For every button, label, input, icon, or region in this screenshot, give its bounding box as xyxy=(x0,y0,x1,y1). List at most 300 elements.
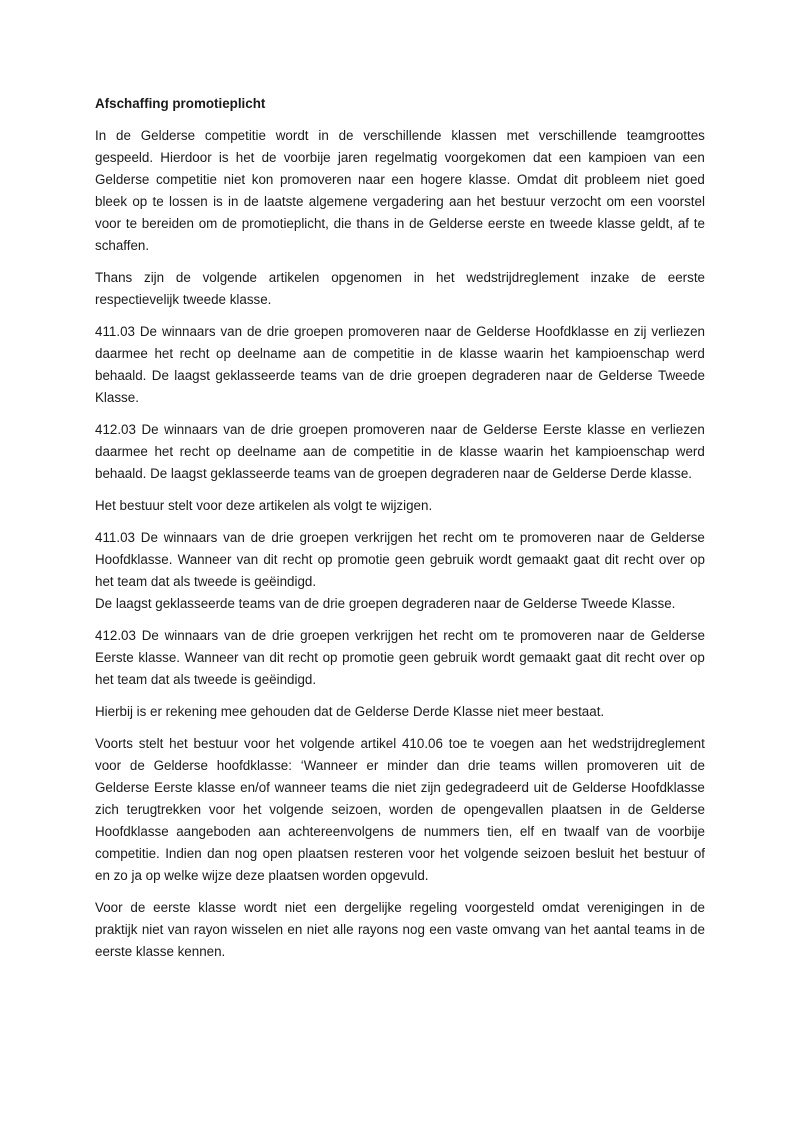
word: Indien xyxy=(165,846,202,861)
word: drie xyxy=(266,324,290,339)
word: 411.03 xyxy=(95,530,135,545)
word: gaat xyxy=(575,650,602,665)
word: in xyxy=(413,270,425,285)
word: naar xyxy=(430,422,458,437)
word: waarin xyxy=(504,444,544,459)
word: groepen xyxy=(298,422,348,437)
word: de xyxy=(243,194,259,209)
word: de xyxy=(250,530,266,545)
word: wordt xyxy=(244,900,277,915)
word: promoveren xyxy=(586,758,659,773)
text-line xyxy=(95,647,705,669)
word: Gelderse xyxy=(153,758,208,773)
word: gaat xyxy=(573,552,600,567)
word: een xyxy=(558,150,582,165)
word: aangeboden xyxy=(176,824,251,839)
word: behaald. xyxy=(95,368,147,383)
word: gespeeld. xyxy=(95,150,154,165)
word: tien, xyxy=(487,824,513,839)
word: op xyxy=(216,346,231,361)
text-line xyxy=(95,919,705,941)
word: Gelderse xyxy=(483,422,538,437)
word: promotieplicht, xyxy=(241,216,329,231)
word: probleem xyxy=(584,172,641,187)
word: voorgesteld xyxy=(465,900,535,915)
word: voorbije xyxy=(658,824,705,839)
text-line xyxy=(95,625,705,647)
word: de xyxy=(175,270,191,285)
word: de xyxy=(690,922,705,937)
word: toe xyxy=(448,736,468,751)
word: vaste xyxy=(456,922,489,937)
word: recht xyxy=(288,650,318,665)
text-line xyxy=(95,821,705,843)
word: voegen xyxy=(490,736,535,751)
word: in xyxy=(421,444,432,459)
word: in xyxy=(228,194,239,209)
text-line xyxy=(95,419,705,441)
word: in xyxy=(671,900,683,915)
word: volgende xyxy=(300,736,355,751)
word: hoofdklasse: xyxy=(216,758,292,773)
word: winnaars xyxy=(164,422,218,437)
word: Eerste xyxy=(95,650,134,665)
word: in xyxy=(318,128,329,143)
word: klasse xyxy=(198,900,237,915)
word: wordt xyxy=(275,128,309,143)
word: het xyxy=(476,194,496,209)
word: de xyxy=(462,422,478,437)
word: Gelderse xyxy=(650,530,705,545)
word: het xyxy=(550,444,569,459)
word: deelname xyxy=(237,346,297,361)
word: competitie xyxy=(204,128,266,143)
word: Eerste xyxy=(543,422,582,437)
word: recht xyxy=(623,552,654,567)
word: Hoofdklasse xyxy=(631,780,705,795)
word: De xyxy=(141,422,159,437)
word: in xyxy=(421,346,432,361)
word: Gelderse xyxy=(598,368,653,383)
word: de xyxy=(251,628,267,643)
text-line: het team dat als tweede is geëindigd. xyxy=(95,574,317,589)
word: gemaakt xyxy=(519,650,571,665)
word: promotie xyxy=(337,552,390,567)
word: drie xyxy=(389,368,412,383)
word: seizoen, xyxy=(331,802,382,817)
word: de xyxy=(246,324,262,339)
word: voor xyxy=(95,758,122,773)
word: en xyxy=(529,216,545,231)
word: achtereenvolgens xyxy=(288,824,394,839)
word: De xyxy=(139,324,158,339)
word: In xyxy=(95,128,107,143)
word: voor xyxy=(95,216,122,231)
word: bestuur xyxy=(500,194,546,209)
word: Voor xyxy=(95,900,123,915)
word: in xyxy=(393,216,405,231)
word: van xyxy=(653,150,676,165)
word: verliezen xyxy=(651,422,705,437)
word: van xyxy=(223,422,245,437)
word: winnaars xyxy=(163,530,218,545)
word: op xyxy=(317,552,333,567)
word: het xyxy=(619,846,639,861)
text-line xyxy=(95,843,705,865)
text-line xyxy=(95,125,705,147)
word: uit xyxy=(533,780,548,795)
document-page xyxy=(95,93,705,973)
word: voorbije xyxy=(283,150,331,165)
word: gemaakt xyxy=(516,552,569,567)
word: gebruik xyxy=(433,650,478,665)
text-line: eerste klasse kennen. xyxy=(95,944,226,959)
word: hogere xyxy=(420,172,463,187)
word: Gelderse xyxy=(572,780,627,795)
word: verschillende xyxy=(538,128,617,143)
word: recht xyxy=(624,650,655,665)
text-line: De laagst geklasseerde teams van de drie groepen degraderen naar de Gelderse Tweede Klasse. xyxy=(95,596,676,611)
word: laagst xyxy=(174,368,211,383)
word: wordt xyxy=(478,552,512,567)
word: niet xyxy=(306,922,329,937)
word: thans xyxy=(356,216,390,231)
word: competitie xyxy=(155,172,217,187)
word: daarmee xyxy=(95,444,148,459)
word: die xyxy=(371,780,390,795)
word: en xyxy=(541,824,557,839)
word: niet xyxy=(646,172,669,187)
text-line xyxy=(95,755,705,777)
word: teams xyxy=(499,758,536,773)
text-line: het team dat als tweede is geëindigd. xyxy=(95,672,317,687)
word: de xyxy=(552,780,568,795)
word: te xyxy=(152,194,164,209)
word: omdat xyxy=(542,900,580,915)
word: Hoofdklasse. xyxy=(95,552,173,567)
word: de xyxy=(338,128,354,143)
word: op xyxy=(132,194,148,209)
word: algemene xyxy=(308,194,368,209)
word: klasse xyxy=(587,422,626,437)
word: voor xyxy=(208,802,235,817)
text-line: respectievelijk tweede klasse. xyxy=(95,292,272,307)
word: bestuur xyxy=(643,846,689,861)
word: Voorts xyxy=(95,736,133,751)
word: regelmatig xyxy=(374,150,438,165)
word: af xyxy=(677,216,690,231)
word: de xyxy=(129,758,145,773)
word: aan xyxy=(539,736,563,751)
text-line xyxy=(95,777,705,799)
word: de xyxy=(629,530,645,545)
word: en xyxy=(613,324,629,339)
word: Gelderse xyxy=(650,802,705,817)
word: nog xyxy=(402,922,425,937)
word: er xyxy=(366,758,379,773)
word: niet xyxy=(394,780,417,795)
word: vergadering xyxy=(372,194,444,209)
word: het xyxy=(169,736,188,751)
word: te xyxy=(473,736,485,751)
word: op xyxy=(322,650,338,665)
word: om xyxy=(478,530,498,545)
paragraph-derde-klasse-note: Hierbij is er rekening mee gehouden dat de Gelderse Derde Klasse niet meer bestaat. xyxy=(95,704,605,719)
word: Gelderse xyxy=(140,128,196,143)
word: 412.03 xyxy=(95,628,136,643)
word: aan xyxy=(448,194,472,209)
word: voorgekomen xyxy=(444,150,526,165)
text-line xyxy=(95,169,705,191)
word: van xyxy=(220,324,243,339)
word: artikelen xyxy=(268,270,320,285)
word: drie xyxy=(468,758,491,773)
word: regeling xyxy=(409,900,458,915)
word: Gelderse xyxy=(428,216,484,231)
word: naar xyxy=(545,368,573,383)
word: rayons xyxy=(357,922,399,937)
word: het xyxy=(570,922,590,937)
word: klassen xyxy=(451,128,497,143)
word: dit xyxy=(263,552,278,567)
word: klasse. xyxy=(468,172,511,187)
word: de xyxy=(438,444,453,459)
word: 411.03 xyxy=(95,324,135,339)
paragraph-article-411-current xyxy=(95,321,705,409)
word: om xyxy=(198,216,218,231)
word: het xyxy=(568,736,587,751)
word: worden xyxy=(389,802,434,817)
word: promoveren xyxy=(519,530,592,545)
word: klasse xyxy=(459,346,498,361)
word: van xyxy=(223,628,246,643)
word: om xyxy=(478,628,498,643)
word: aantal xyxy=(593,922,630,937)
document-title: Afschaffing promotieplicht xyxy=(95,96,266,111)
word: het xyxy=(435,270,455,285)
word: op xyxy=(689,650,705,665)
word: Wanneer xyxy=(177,552,232,567)
word: geen xyxy=(394,552,425,567)
word: dan xyxy=(436,758,460,773)
word: elf xyxy=(519,824,535,839)
word: de xyxy=(456,324,472,339)
word: alle xyxy=(332,922,354,937)
word: van xyxy=(223,530,245,545)
text-line xyxy=(95,799,705,821)
word: verkrijgen xyxy=(354,530,413,545)
word: werd xyxy=(675,346,705,361)
paragraph-article-411-proposed xyxy=(95,527,705,615)
word: een xyxy=(429,922,452,937)
word: over xyxy=(658,552,685,567)
word: promoveren xyxy=(520,628,592,643)
word: inzake xyxy=(590,270,630,285)
word: aan xyxy=(302,346,326,361)
word: werd xyxy=(675,444,705,459)
word: De xyxy=(151,368,169,383)
word: dit xyxy=(563,172,578,187)
word: naar xyxy=(424,324,452,339)
text-line xyxy=(95,321,705,343)
word: besluit xyxy=(575,846,615,861)
word: 412.03 xyxy=(95,422,136,437)
text-line xyxy=(95,527,705,549)
word: zijn xyxy=(420,780,441,795)
word: teams xyxy=(330,780,368,795)
word: opgenomen xyxy=(331,270,402,285)
word: de xyxy=(130,900,146,915)
word: drie xyxy=(270,422,294,437)
word: dergelijke xyxy=(344,900,402,915)
word: te xyxy=(693,216,705,231)
paragraph-eerste-klasse-note xyxy=(95,897,705,963)
word: groepen xyxy=(300,628,350,643)
word: die xyxy=(333,216,352,231)
word: naar xyxy=(597,628,625,643)
word: de xyxy=(690,900,705,915)
word: laatste xyxy=(264,194,304,209)
word: verenigingen xyxy=(587,900,664,915)
word: en xyxy=(630,422,646,437)
word: daarmee xyxy=(95,346,148,361)
word: minder xyxy=(387,758,429,773)
paragraph-intro xyxy=(95,125,705,257)
word: competitie. xyxy=(95,846,160,861)
word: plaatsen xyxy=(551,802,602,817)
text-line xyxy=(95,191,705,213)
word: groepen xyxy=(417,368,467,383)
word: is xyxy=(213,194,223,209)
word: plaatsen xyxy=(297,846,349,861)
word: op xyxy=(216,444,231,459)
word: zich xyxy=(95,802,119,817)
word: klasse xyxy=(597,216,636,231)
word: teams xyxy=(300,368,337,383)
paragraph-article-412-proposed xyxy=(95,625,705,691)
word: de xyxy=(635,824,651,839)
word: het xyxy=(440,846,459,861)
text-line xyxy=(95,897,705,919)
paragraph-article-410-proposed xyxy=(95,733,705,887)
word: De xyxy=(140,530,158,545)
word: Wanneer xyxy=(184,650,239,665)
word: Omdat xyxy=(516,172,558,187)
word: de xyxy=(116,128,131,143)
word: Hoofdklasse xyxy=(535,324,610,339)
text-line xyxy=(95,365,705,387)
word: uit xyxy=(667,758,682,773)
word: het xyxy=(418,628,438,643)
word: de xyxy=(409,216,424,231)
word: een xyxy=(630,194,653,209)
word: de xyxy=(440,802,456,817)
word: kon xyxy=(251,172,274,187)
word: teams xyxy=(634,922,671,937)
word: seizoen xyxy=(523,846,571,861)
word: Gelderse xyxy=(476,324,531,339)
word: verzocht xyxy=(550,194,602,209)
word: jaren xyxy=(337,150,368,165)
word: 410.06 xyxy=(401,736,443,751)
word: winnaars xyxy=(161,324,216,339)
word: van xyxy=(544,922,567,937)
word: klasse xyxy=(459,444,498,459)
word: het xyxy=(550,346,569,361)
word: de xyxy=(577,368,593,383)
word: zijn xyxy=(144,270,165,285)
word: open xyxy=(262,846,293,861)
word: groepen xyxy=(299,530,349,545)
word: competitie xyxy=(353,444,415,459)
word: Hierdoor xyxy=(160,150,212,165)
word: wanneer xyxy=(274,780,326,795)
text-line xyxy=(95,267,705,289)
word: dit xyxy=(269,650,284,665)
word: promoveren xyxy=(348,324,420,339)
word: ‘Wanneer xyxy=(300,758,358,773)
word: nog xyxy=(234,846,258,861)
text-line: en zo ja op welke wijze deze plaatsen worden opgevuld. xyxy=(95,868,429,883)
text-line: schaffen. xyxy=(95,238,150,253)
paragraph-proposal-intro: Het bestuur stelt voor deze artikelen als volgt te wijzigen. xyxy=(95,498,433,513)
word: zij xyxy=(633,324,647,339)
word: stelt xyxy=(138,736,164,751)
word: promoveren xyxy=(353,422,425,437)
word: kampioenschap xyxy=(575,444,670,459)
word: omvang xyxy=(492,922,541,937)
word: verschillende xyxy=(363,128,442,143)
word: naar xyxy=(357,172,385,187)
word: de xyxy=(222,216,237,231)
word: bestuur xyxy=(193,736,239,751)
word: wordt xyxy=(481,650,515,665)
text-line xyxy=(95,147,705,169)
word: geldt, xyxy=(640,216,674,231)
word: Hoofdklasse xyxy=(95,824,169,839)
word: een xyxy=(682,150,705,165)
text-line: behaald. De laagst geklasseerde teams van de groepen degraderen naar de Gelderse Derde klasse. xyxy=(95,466,693,481)
word: wedstrijdreglement xyxy=(466,270,579,285)
word: niet xyxy=(223,172,246,187)
word: verkrijgen xyxy=(355,628,414,643)
word: dit xyxy=(604,552,619,567)
text-line: Klasse. xyxy=(95,390,139,405)
word: voor xyxy=(244,736,271,751)
word: niet xyxy=(141,922,164,937)
word: een xyxy=(314,900,337,915)
word: verliezen xyxy=(651,324,705,339)
word: gedegradeerd xyxy=(445,780,529,795)
word: de xyxy=(261,150,277,165)
word: bereiden xyxy=(141,216,194,231)
word: het xyxy=(235,150,255,165)
text-line xyxy=(95,441,705,463)
word: nummers xyxy=(423,824,480,839)
word: geen xyxy=(398,650,429,665)
word: recht xyxy=(443,628,474,643)
word: kampioen xyxy=(588,150,647,165)
word: de xyxy=(369,368,385,383)
word: recht xyxy=(179,444,210,459)
word: Tweede xyxy=(658,368,705,383)
paragraph-article-412-current xyxy=(95,419,705,485)
paragraph-current-articles xyxy=(95,267,705,311)
word: aan xyxy=(302,444,326,459)
word: is xyxy=(218,150,229,165)
word: De xyxy=(141,628,159,643)
word: geklasseerde xyxy=(215,368,296,383)
